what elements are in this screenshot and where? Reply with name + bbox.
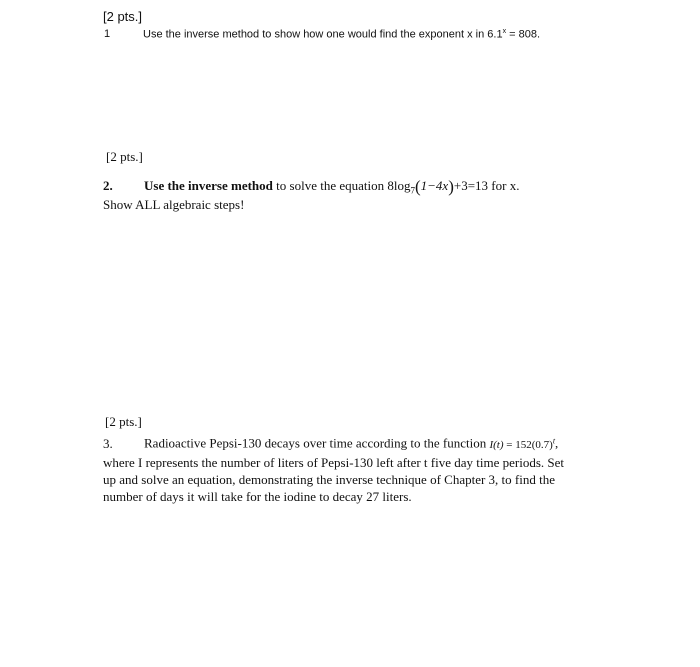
problem1-number: 1 xyxy=(104,28,111,40)
problem1-text-before: Use the inverse method to show how one would find the exponent x in xyxy=(143,28,488,41)
problem2-bold-phrase: Use the inverse method xyxy=(144,178,273,193)
problem2-eq-base: 7 xyxy=(410,185,415,196)
problem3-paragraph xyxy=(103,432,593,505)
problem3-line1-end: , xyxy=(555,435,559,451)
problem1-points: [2 pts.] xyxy=(103,9,143,24)
problem2-eq-inner: 1−4x xyxy=(420,178,449,193)
problem2-text-before: to solve the equation xyxy=(272,178,388,193)
problem1-equation-rest: = 808 xyxy=(506,28,537,41)
problem2-eq-close: ) xyxy=(448,177,454,196)
problem1-base: 6.1 xyxy=(487,28,503,41)
problem3-line4: number of days it will take for the iodine to decay 27 liters. xyxy=(103,488,412,504)
problem2-eq-open: ( xyxy=(414,177,421,196)
problem3-line2: where I represents the number of liters of Pepsi-130 left after t five day time periods. Set xyxy=(103,454,564,470)
problem3-func-exp: t xyxy=(552,436,556,445)
problem1-text-after: . xyxy=(536,28,541,41)
problem1-text xyxy=(143,28,540,41)
problem2-line2: Show ALL algebraic steps! xyxy=(103,197,245,212)
problem2-eq-rest: +3=13 xyxy=(453,178,489,193)
problem2-text-after: for x. xyxy=(488,178,520,193)
problem3-function xyxy=(489,436,556,451)
problem3-line1 xyxy=(103,432,593,454)
problem3-points: [2 pts.] xyxy=(105,414,142,429)
problem2-points: [2 pts.] xyxy=(106,149,143,164)
problem2-eq-coeff: 8log xyxy=(387,178,411,193)
problem2-number: 2. xyxy=(103,178,113,193)
problem3-line3: up and solve an equation, demonstrating the inverse technique of Chapter 3, to find the xyxy=(103,471,555,487)
problem3-func-lhs: I(t) xyxy=(489,438,504,451)
problem2-line1 xyxy=(103,177,519,197)
problem1-exponent: x xyxy=(502,28,507,35)
problem3-line1-text: Radioactive Pepsi-130 decays over time according to the function xyxy=(144,435,490,451)
problem3-number: 3. xyxy=(103,435,113,451)
problem3-func-rhs: = 152(0.7) xyxy=(503,438,553,451)
problem2-equation xyxy=(387,177,489,196)
